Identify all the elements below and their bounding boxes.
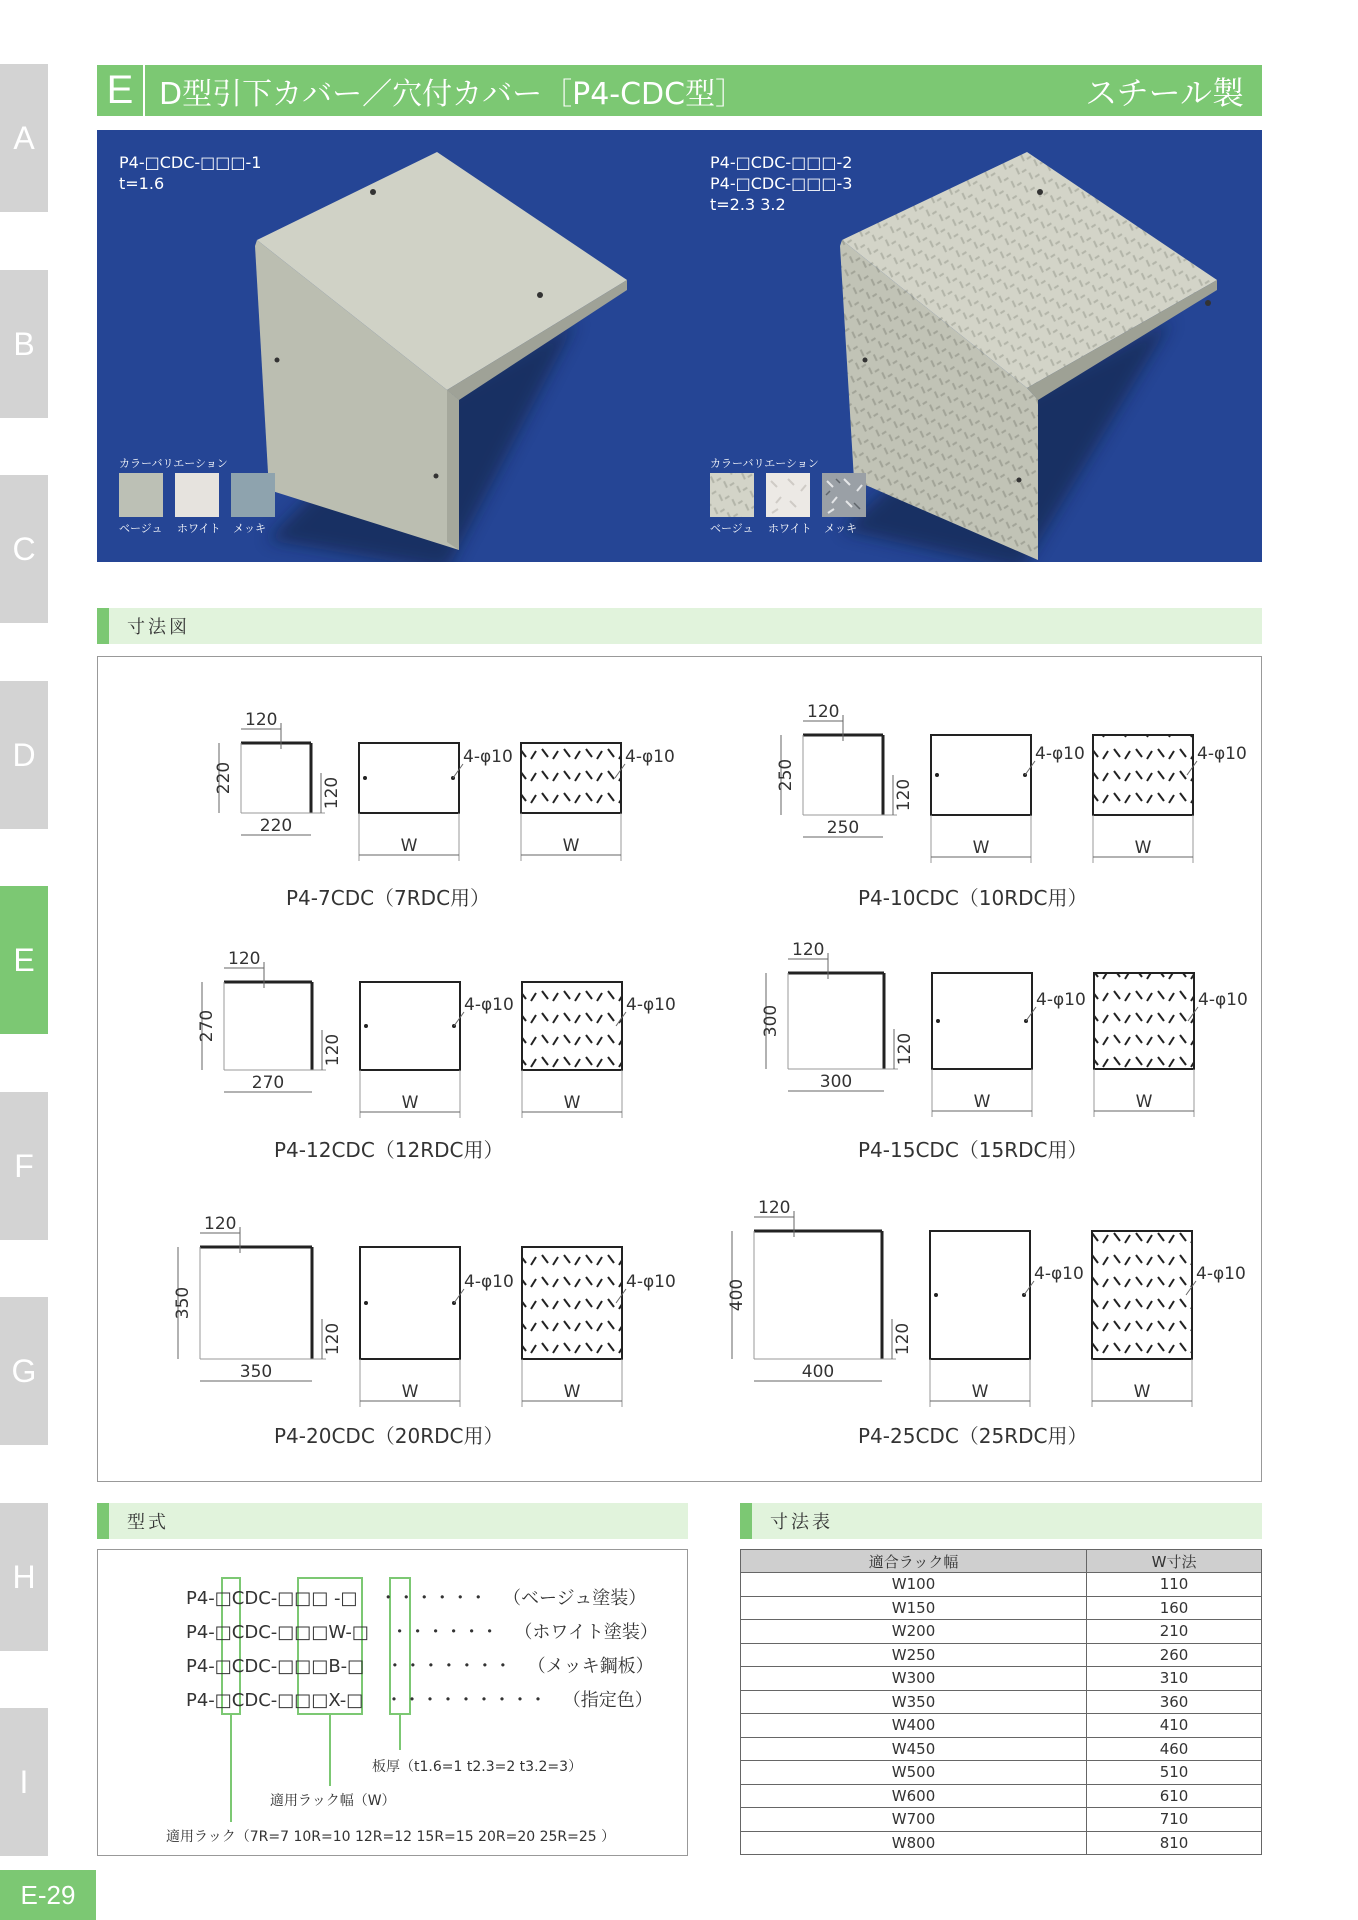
- table-cell: W700: [741, 1808, 1087, 1832]
- swatch-plated: [231, 473, 275, 517]
- dimension-label: W: [973, 1092, 991, 1112]
- hero-left-label: [119, 152, 261, 194]
- dimension-label: 4-φ10: [626, 1272, 676, 1292]
- checker-panel: [522, 982, 622, 1070]
- dimension-label: 120: [245, 710, 278, 730]
- table-cell: 610: [1087, 1784, 1262, 1808]
- hole: [935, 773, 939, 777]
- dimension-label: W: [1133, 1382, 1151, 1402]
- model-code: P4-□CDC-□□□W-□: [186, 1622, 369, 1643]
- hole: [364, 1301, 368, 1305]
- table-cell: 710: [1087, 1808, 1262, 1832]
- table-cell: W250: [741, 1643, 1087, 1667]
- table-cell: W200: [741, 1620, 1087, 1644]
- model-desc: （ベージュ塗装）: [503, 1588, 647, 1609]
- model-row: [186, 1686, 653, 1712]
- section-title: 型式: [127, 1512, 169, 1533]
- dimension-label: 4-φ10: [1035, 744, 1085, 764]
- side-tab-d[interactable]: [0, 681, 48, 829]
- hole: [934, 1293, 938, 1297]
- hole: [936, 1019, 940, 1023]
- drawing-caption: P4-15CDC（15RDC用）: [858, 1138, 1088, 1162]
- swatch-plated-checker: [822, 473, 866, 517]
- table-cell: 310: [1087, 1667, 1262, 1691]
- dimension-label: W: [1135, 1092, 1153, 1112]
- plain-cover-image: [247, 150, 647, 562]
- table-row: [741, 1784, 1262, 1808]
- side-tab-label: G: [11, 1352, 37, 1389]
- right-color-title: カラーバリエーション: [710, 457, 819, 470]
- side-tab-label: F: [14, 1147, 34, 1184]
- dimension-label: W: [401, 1382, 419, 1402]
- note-rack: 適用ラック（7R=7 10R=10 12R=12 15R=15 20R=20 25R=25 ）: [166, 1829, 616, 1845]
- model-row: [186, 1584, 646, 1610]
- swatch-label: ベージュ: [710, 522, 754, 535]
- table-cell: 260: [1087, 1643, 1262, 1667]
- drawing-caption: P4-7CDC（7RDC用）: [286, 886, 491, 910]
- size-table-body: [741, 1573, 1262, 1855]
- table-cell: 360: [1087, 1690, 1262, 1714]
- product-hero: [97, 130, 1262, 562]
- table-cell: W800: [741, 1831, 1087, 1855]
- swatch-label: メッキ: [824, 522, 857, 535]
- dimension-label: 300: [761, 1004, 781, 1038]
- table-row: [741, 1667, 1262, 1691]
- dimension-label: 120: [895, 1032, 915, 1066]
- table-cell: W150: [741, 1596, 1087, 1620]
- leader-dots: ・・・・・・: [390, 1622, 499, 1643]
- swatch-white: [175, 473, 219, 517]
- model-code: P4-□CDC-□□□B-□: [186, 1656, 365, 1677]
- dimension-label: 4-φ10: [1034, 1264, 1084, 1284]
- side-tab-label: D: [12, 736, 36, 773]
- dimension-label: W: [1134, 838, 1152, 858]
- dimension-label: 4-φ10: [464, 1272, 514, 1292]
- side-tab-e[interactable]: [0, 886, 48, 1034]
- dimension-label: 120: [758, 1198, 791, 1218]
- side-tab-i[interactable]: [0, 1708, 48, 1856]
- dimension-label: 4-φ10: [1197, 744, 1247, 764]
- dimension-label: 270: [197, 1009, 217, 1043]
- side-tab-label: A: [13, 119, 35, 156]
- dimension-label: 350: [239, 1362, 273, 1382]
- right-model-code-2: P4-□CDC-□□□-3: [710, 174, 853, 193]
- leader-dots: ・・・・・・・・・: [385, 1690, 547, 1711]
- checker-cover-image: [812, 150, 1232, 562]
- page-title-bar: [97, 65, 1262, 116]
- model-desc: （メッキ鋼板）: [527, 1656, 654, 1677]
- table-cell: 210: [1087, 1620, 1262, 1644]
- drawing-caption: P4-12CDC（12RDC用）: [274, 1138, 504, 1162]
- dimension-label: 120: [792, 940, 825, 960]
- dimension-label: W: [972, 838, 990, 858]
- page-number: E-29: [0, 1870, 96, 1920]
- model-row: [186, 1652, 654, 1678]
- plain-panel: [359, 743, 459, 813]
- dimension-label: 120: [322, 776, 342, 810]
- dimension-label: 4-φ10: [1196, 1264, 1246, 1284]
- table-cell: W500: [741, 1761, 1087, 1785]
- side-tab-a[interactable]: [0, 64, 48, 212]
- drawing-caption: P4-10CDC（10RDC用）: [858, 886, 1088, 910]
- table-row: [741, 1643, 1262, 1667]
- dimension-label: 120: [894, 778, 914, 812]
- section-letter: E: [97, 65, 145, 116]
- table-cell: 160: [1087, 1596, 1262, 1620]
- dimension-label: 4-φ10: [625, 747, 675, 767]
- dimension-label: W: [401, 1093, 419, 1113]
- table-cell: W450: [741, 1737, 1087, 1761]
- side-tab-label: B: [13, 325, 35, 362]
- model-row: [186, 1618, 658, 1644]
- table-row: [741, 1714, 1262, 1738]
- side-tab-g[interactable]: [0, 1297, 48, 1445]
- table-cell: 510: [1087, 1761, 1262, 1785]
- dimension-label: 250: [776, 758, 796, 792]
- side-tab-c[interactable]: [0, 475, 48, 623]
- dimension-label: W: [563, 1382, 581, 1402]
- swatch-beige: [119, 473, 163, 517]
- column-header: 適合ラック幅: [741, 1550, 1087, 1573]
- checker-panel: [1092, 1231, 1192, 1359]
- section-header-dimensions: [97, 608, 1262, 644]
- table-cell: W600: [741, 1784, 1087, 1808]
- dimension-drawings: [97, 656, 1262, 1482]
- dimension-label: 270: [251, 1073, 285, 1093]
- swatch-label: ホワイト: [177, 522, 221, 535]
- table-cell: W300: [741, 1667, 1087, 1691]
- table-row: [741, 1808, 1262, 1832]
- drawing-5: [173, 1214, 676, 1407]
- swatch-beige-checker: [710, 473, 754, 517]
- section-title: 寸法図: [127, 617, 190, 638]
- swatch-label: ホワイト: [768, 522, 812, 535]
- left-color-title: カラーバリエーション: [119, 457, 228, 470]
- dimension-label: 250: [826, 818, 860, 838]
- table-cell: W100: [741, 1573, 1087, 1597]
- side-tab-b[interactable]: [0, 270, 48, 418]
- dimension-label: 120: [204, 1214, 237, 1234]
- model-desc: （指定色）: [562, 1690, 653, 1711]
- plain-panel: [931, 735, 1031, 815]
- dimension-label: 120: [228, 949, 261, 969]
- dimension-label: W: [562, 836, 580, 856]
- swatch-white-checker: [766, 473, 810, 517]
- swatch-label: メッキ: [233, 522, 266, 535]
- dimension-label: 400: [727, 1278, 747, 1312]
- drawing-6: [727, 1198, 1246, 1407]
- dimension-label: 120: [323, 1322, 343, 1356]
- section-header-size-table: [740, 1503, 1262, 1539]
- table-row: [741, 1596, 1262, 1620]
- drawing-2: [776, 702, 1247, 863]
- dimension-label: 4-φ10: [1036, 990, 1086, 1010]
- dimension-label: 4-φ10: [463, 747, 513, 767]
- plain-panel: [930, 1231, 1030, 1359]
- dimension-label: 220: [214, 761, 234, 795]
- table-row: [741, 1737, 1262, 1761]
- material-label: スチール製: [1085, 73, 1244, 112]
- dimension-label: 300: [819, 1072, 853, 1092]
- side-tab-h[interactable]: [0, 1503, 48, 1651]
- dimension-label: W: [563, 1093, 581, 1113]
- dimension-label: W: [400, 836, 418, 856]
- dimension-label: W: [971, 1382, 989, 1402]
- note-thickness: 板厚（t1.6=1 t2.3=2 t3.2=3）: [372, 1759, 583, 1775]
- dimension-label: 350: [173, 1286, 193, 1320]
- table-cell: 460: [1087, 1737, 1262, 1761]
- checker-panel: [1094, 973, 1194, 1069]
- table-cell: 410: [1087, 1714, 1262, 1738]
- dimension-svg: [98, 657, 1263, 1483]
- table-cell: W400: [741, 1714, 1087, 1738]
- leader-dots: ・・・・・・・: [385, 1656, 512, 1677]
- swatch-label: ベージュ: [119, 522, 163, 535]
- page-title: D型引下カバー／穴付カバー［P4-CDC型］: [159, 76, 746, 112]
- model-code: P4-□CDC-□□□ -□: [186, 1588, 358, 1609]
- dimension-label: 4-φ10: [626, 995, 676, 1015]
- plain-panel: [360, 1247, 460, 1359]
- drawing-1: [214, 710, 675, 861]
- dimension-label: 120: [807, 702, 840, 722]
- dimension-label: 4-φ10: [464, 995, 514, 1015]
- drawing-caption: P4-25CDC（25RDC用）: [858, 1424, 1088, 1448]
- dimension-label: 120: [323, 1033, 343, 1067]
- section-header-model: [97, 1503, 688, 1539]
- table-row: [741, 1690, 1262, 1714]
- note-rack-width: 適用ラック幅（W）: [270, 1793, 396, 1809]
- checker-panel: [522, 1247, 622, 1359]
- side-tab-label: I: [19, 1763, 29, 1800]
- table-row: [741, 1831, 1262, 1855]
- dimension-label: 120: [893, 1322, 913, 1356]
- left-model-code: P4-□CDC-□□□-1: [119, 153, 262, 172]
- table-cell: 110: [1087, 1573, 1262, 1597]
- right-model-code-1: P4-□CDC-□□□-2: [710, 153, 853, 172]
- plain-panel: [932, 973, 1032, 1069]
- table-cell: 810: [1087, 1831, 1262, 1855]
- section-title: 寸法表: [770, 1512, 833, 1533]
- checker-panel: [1093, 735, 1193, 815]
- dimension-label: 4-φ10: [1198, 990, 1248, 1010]
- size-table: [740, 1549, 1262, 1855]
- model-desc: （ホワイト塗装）: [514, 1622, 658, 1643]
- hole: [364, 1024, 368, 1028]
- dimension-label: 220: [259, 816, 293, 836]
- table-row: [741, 1573, 1262, 1597]
- model-code: P4-□CDC-□□□X-□: [186, 1690, 364, 1711]
- dimension-label: 400: [801, 1362, 835, 1382]
- table-row: [741, 1620, 1262, 1644]
- drawing-3: [197, 949, 676, 1118]
- side-tab-f[interactable]: [0, 1092, 48, 1240]
- left-thickness: t=1.6: [119, 174, 165, 193]
- drawing-caption: P4-20CDC（20RDC用）: [274, 1424, 504, 1448]
- leader-dots: ・・・・・・: [379, 1588, 488, 1609]
- column-header: W寸法: [1087, 1550, 1262, 1573]
- side-tab-label: E: [13, 941, 35, 978]
- right-thickness: t=2.3 3.2: [710, 195, 786, 214]
- plain-panel: [360, 982, 460, 1070]
- checker-panel: [521, 743, 621, 813]
- table-row: [741, 1761, 1262, 1785]
- hole: [363, 776, 367, 780]
- drawing-4: [761, 940, 1248, 1117]
- side-tab-label: H: [12, 1558, 36, 1595]
- model-code-box: [97, 1549, 688, 1856]
- table-cell: W350: [741, 1690, 1087, 1714]
- side-tab-label: C: [12, 530, 36, 567]
